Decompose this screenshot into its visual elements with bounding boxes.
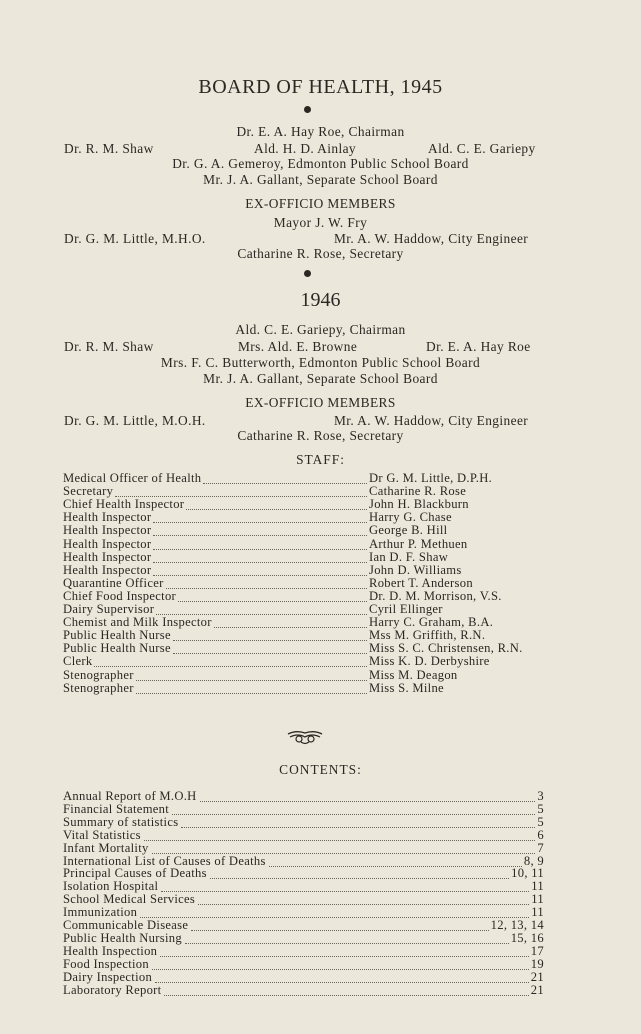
dot-leader xyxy=(136,693,367,694)
staff-name: Miss M. Deagon xyxy=(369,667,458,682)
board-1946-line3: Mrs. F. C. Butterworth, Edmonton Public School Board xyxy=(160,355,481,370)
contents-page: 19 xyxy=(530,956,544,971)
contents-label: Immunization xyxy=(63,905,138,920)
secretary-1946: Catharine R. Rose, Secretary xyxy=(237,428,404,443)
dot-leader xyxy=(172,814,535,815)
staff-name: Harry G. Chase xyxy=(369,510,452,525)
contents-label: Public Health Nursing xyxy=(63,930,182,945)
staff-name: John H. Blackburn xyxy=(369,497,469,512)
staff-name: Dr. D. M. Morrison, V.S. xyxy=(369,588,502,603)
board-1946-line4: Mr. J. A. Gallant, Separate School Board xyxy=(203,371,438,386)
secretary-1945: Catharine R. Rose, Secretary xyxy=(237,246,404,261)
board-1945-line4: Mr. J. A. Gallant, Separate School Board xyxy=(203,172,438,187)
contents-page: 11 xyxy=(531,905,544,920)
contents-label: Infant Mortality xyxy=(63,840,149,855)
staff-role: Stenographer xyxy=(63,667,134,682)
mayor-1945: Mayor J. W. Fry xyxy=(273,215,368,230)
staff-name: Arthur P. Methuen xyxy=(369,536,468,551)
contents-page: 12, 13, 14 xyxy=(490,918,544,932)
staff-name: Miss K. D. Derbyshire xyxy=(369,654,490,669)
contents-label: Laboratory Report xyxy=(63,982,162,997)
contents-page: 5 xyxy=(537,801,544,816)
staff-heading: STAFF: xyxy=(296,452,345,467)
contents-label: Vital Statistics xyxy=(63,827,141,842)
dot-leader xyxy=(198,904,529,905)
staff-name: George B. Hill xyxy=(369,523,448,538)
contents-label: Principal Causes of Deaths xyxy=(63,866,207,881)
dot-leader xyxy=(140,917,529,918)
staff-role: Clerk xyxy=(63,654,93,669)
chairman-1946: Ald. C. E. Gariepy, Chairman xyxy=(235,322,406,337)
dot-leader xyxy=(181,827,535,828)
dot-leader xyxy=(152,969,529,970)
dot-leader xyxy=(173,653,367,654)
dot-leader xyxy=(153,522,367,523)
dot-leader xyxy=(153,549,367,550)
exofficio-1945-right: Mr. A. W. Haddow, City Engineer xyxy=(334,231,529,246)
dot-leader xyxy=(153,535,367,536)
dot-leader xyxy=(166,588,367,589)
staff-role: Health Inspector xyxy=(63,510,152,525)
staff-role: Stenographer xyxy=(63,680,134,695)
dot-leader xyxy=(185,943,509,944)
staff-role: Chief Food Inspector xyxy=(63,588,177,603)
dot-leader xyxy=(160,956,529,957)
staff-role: Chief Health Inspector xyxy=(63,497,185,512)
staff-role: Secretary xyxy=(63,484,114,499)
dot-leader xyxy=(269,866,522,867)
staff-name: Catharine R. Rose xyxy=(369,484,467,499)
staff-name: Cyril Ellinger xyxy=(369,602,443,616)
dot-leader xyxy=(210,878,509,879)
staff-role: Chemist and Milk Inspector xyxy=(63,615,212,630)
contents-page: 7 xyxy=(537,840,544,855)
staff-name: Dr G. M. Little, D.P.H. xyxy=(369,471,493,485)
contents-label: School Medical Services xyxy=(63,892,196,907)
contents-page: 6 xyxy=(537,827,544,842)
staff-role: Quarantine Officer xyxy=(63,575,164,590)
staff-role: Health Inspector xyxy=(63,549,152,564)
contents-page: 11 xyxy=(531,892,544,907)
contents-page: 5 xyxy=(537,814,544,829)
contents-label: Food Inspection xyxy=(63,956,150,971)
staff-name: Miss S. Milne xyxy=(369,680,444,695)
exofficio-heading-1945: EX-OFFICIO MEMBERS xyxy=(245,196,396,211)
exofficio-1946-left: Dr. G. M. Little, M.O.H. xyxy=(64,413,206,428)
dot-leader xyxy=(200,801,536,802)
dot-leader xyxy=(186,509,367,510)
staff-name: John D. Williams xyxy=(369,562,462,577)
contents-label: Health Inspection xyxy=(63,943,158,958)
staff-name: Ian D. F. Shaw xyxy=(369,549,449,564)
contents-page: 21 xyxy=(530,969,544,984)
dot-leader xyxy=(191,930,488,931)
chairman-1945: Dr. E. A. Hay Roe, Chairman xyxy=(236,124,405,139)
page-title: BOARD OF HEALTH, 1945 xyxy=(198,76,443,98)
contents-page: 10, 11 xyxy=(511,866,544,881)
contents-page: 21 xyxy=(530,982,544,997)
dot-leader xyxy=(214,627,367,628)
contents-label: Summary of statistics xyxy=(63,814,179,829)
staff-name: Harry C. Graham, B.A. xyxy=(369,615,494,630)
dot-leader xyxy=(178,601,367,602)
bullet-icon xyxy=(304,270,311,277)
exofficio-1946-right: Mr. A. W. Haddow, City Engineer xyxy=(334,413,529,428)
contents-heading: CONTENTS: xyxy=(279,762,362,777)
staff-role: Health Inspector xyxy=(63,523,152,538)
contents-page: 8, 9 xyxy=(523,853,544,868)
dot-leader xyxy=(136,680,367,681)
staff-name: Miss S. C. Christensen, R.N. xyxy=(369,641,523,656)
contents-page: 11 xyxy=(531,879,544,894)
member-1945-left: Dr. R. M. Shaw xyxy=(64,141,154,156)
contents-label: Isolation Hospital xyxy=(63,879,159,894)
staff-role: Public Health Nurse xyxy=(63,628,171,643)
member-1946-left: Dr. R. M. Shaw xyxy=(64,339,154,354)
dot-leader xyxy=(203,483,367,484)
dot-leader xyxy=(144,840,536,841)
dot-leader xyxy=(164,995,528,996)
contents-label: Communicable Disease xyxy=(63,918,189,932)
contents-page: 17 xyxy=(530,943,544,958)
member-1945-right: Ald. C. E. Gariepy xyxy=(428,141,536,156)
dot-leader xyxy=(173,640,367,641)
contents-page: 15, 16 xyxy=(510,930,544,945)
staff-role: Dairy Supervisor xyxy=(63,602,155,616)
member-1945-mid: Ald. H. D. Ainlay xyxy=(254,141,357,156)
member-1946-right: Dr. E. A. Hay Roe xyxy=(426,339,531,354)
exofficio-1945-left: Dr. G. M. Little, M.H.O. xyxy=(64,231,206,246)
dot-leader xyxy=(153,575,367,576)
dot-leader xyxy=(153,562,367,563)
staff-role: Medical Officer of Health xyxy=(63,471,202,485)
contents-label: Dairy Inspection xyxy=(63,969,153,984)
fleuron-ornament-icon xyxy=(286,729,324,745)
member-1946-mid: Mrs. Ald. E. Browne xyxy=(238,339,358,354)
dot-leader xyxy=(94,666,367,667)
dot-leader xyxy=(155,982,529,983)
staff-role: Health Inspector xyxy=(63,536,152,551)
staff-name: Robert T. Anderson xyxy=(369,575,473,590)
bullet-icon xyxy=(304,106,311,113)
staff-role: Health Inspector xyxy=(63,562,152,577)
staff-role: Public Health Nurse xyxy=(63,641,171,656)
year-heading: 1946 xyxy=(300,289,341,311)
contents-label: Annual Report of M.O.H xyxy=(63,789,197,803)
contents-label: International List of Causes of Deaths xyxy=(63,853,266,868)
exofficio-heading-1946: EX-OFFICIO MEMBERS xyxy=(245,395,396,410)
contents-page: 3 xyxy=(537,789,544,803)
dot-leader xyxy=(161,891,529,892)
staff-name: Mss M. Griffith, R.N. xyxy=(369,628,486,643)
contents-label: Financial Statement xyxy=(63,801,170,816)
board-1945-line3: Dr. G. A. Gemeroy, Edmonton Public School Board xyxy=(172,156,469,171)
